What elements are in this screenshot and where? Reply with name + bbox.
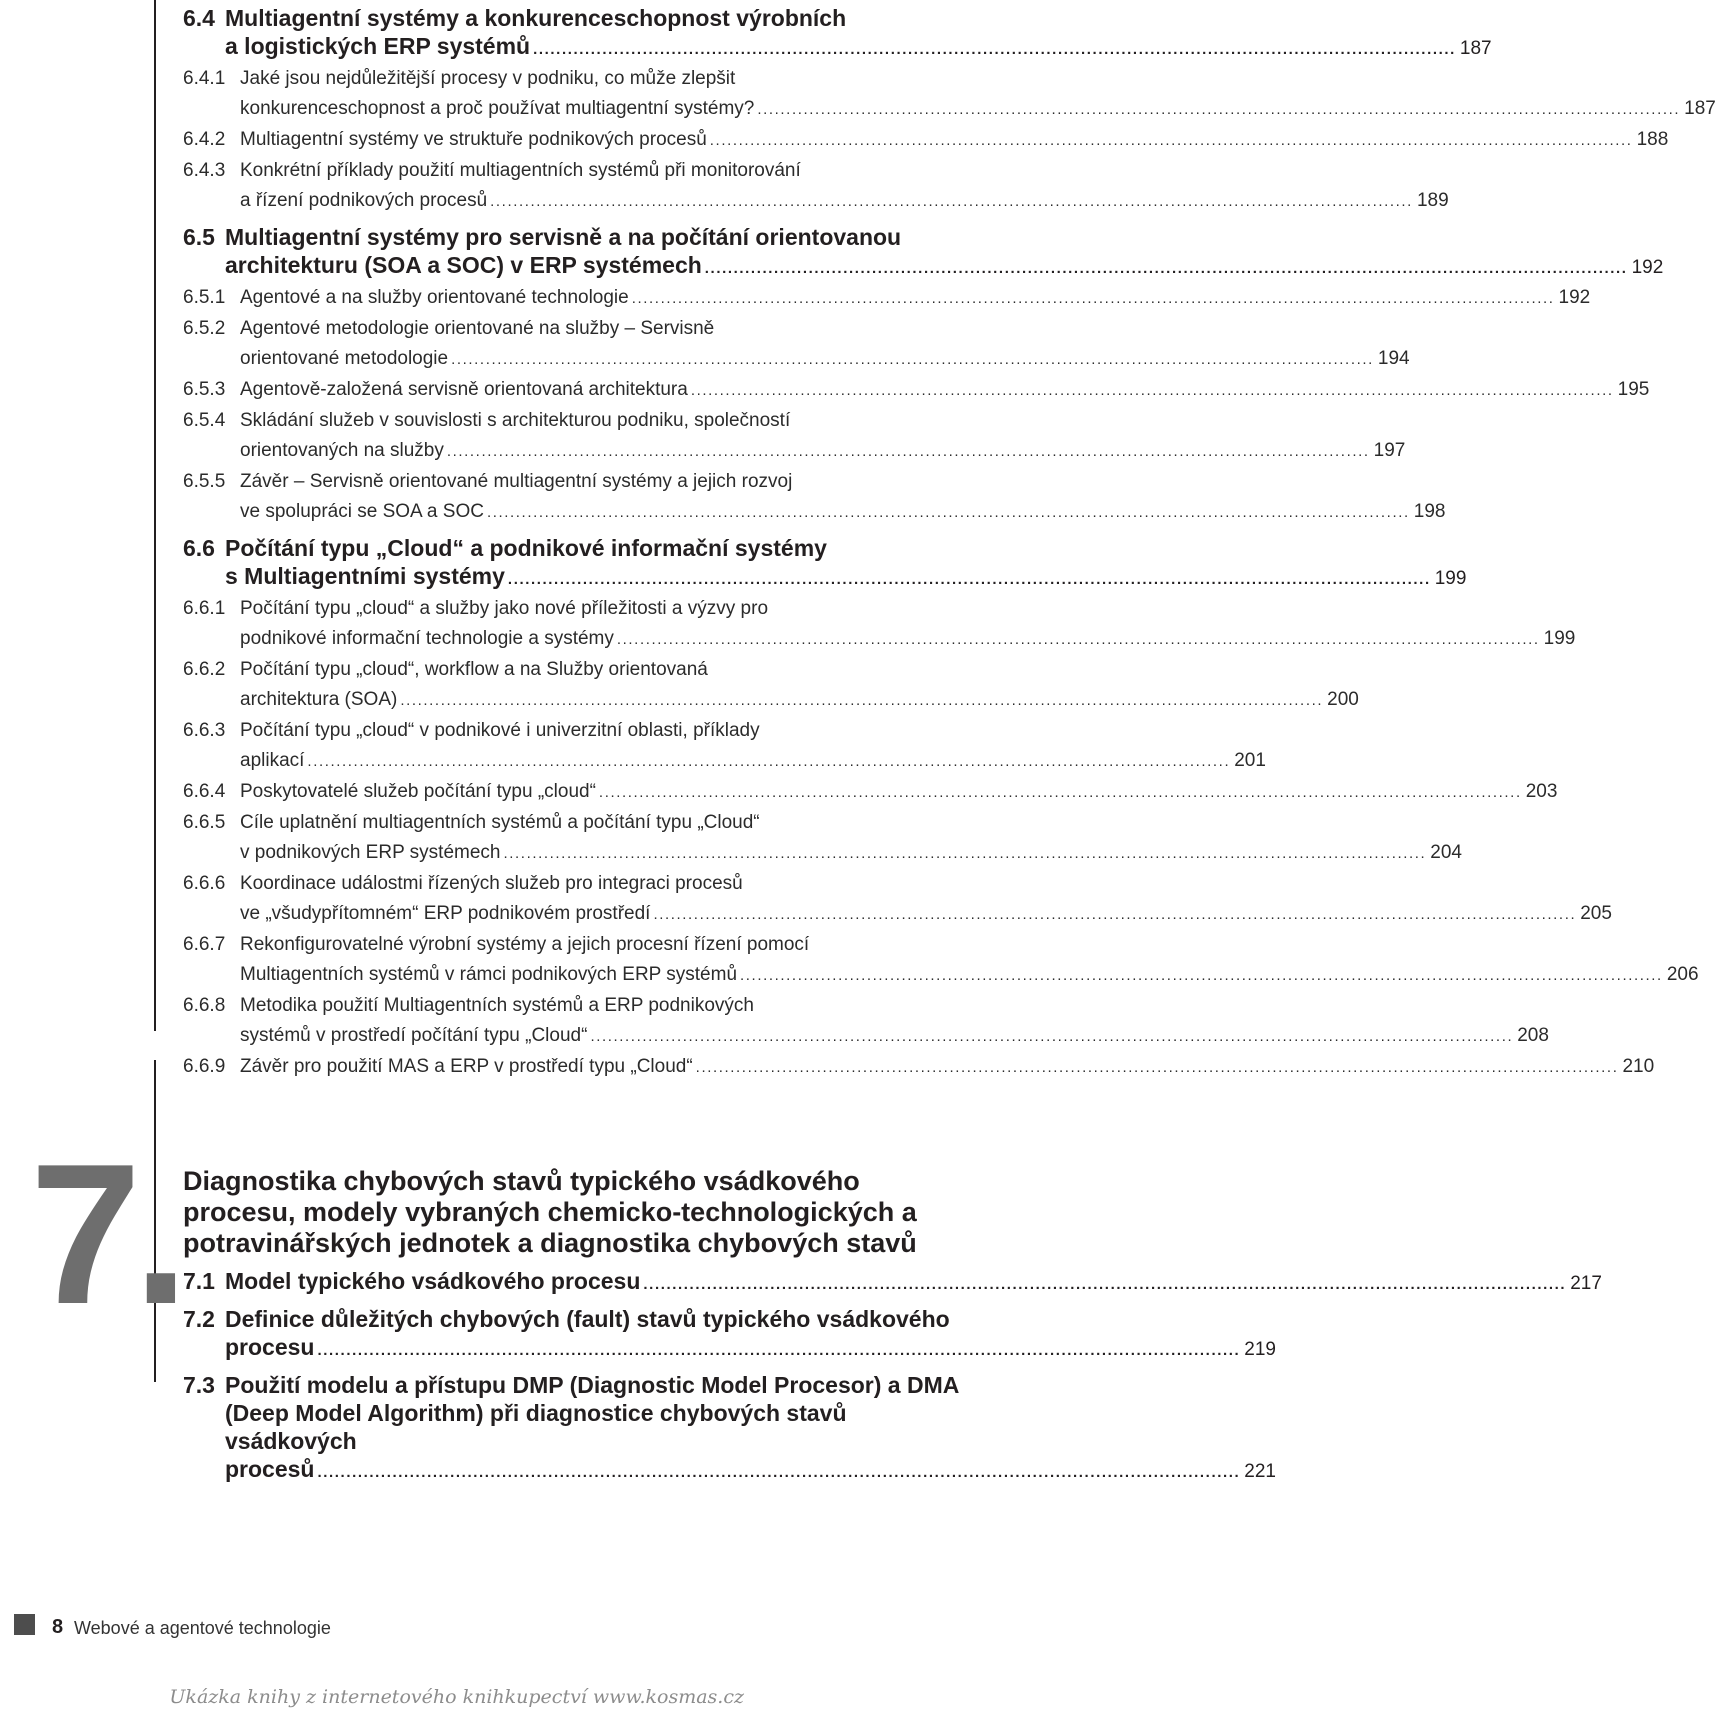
toc-entry-body	[240, 156, 1449, 217]
toc-page-number: 208	[1517, 1025, 1549, 1046]
toc-entry-title-line: systémů v prostředí počítání typu „Cloud“	[240, 1025, 588, 1046]
toc-entry-number: 6.6	[183, 535, 215, 561]
toc-subsection-entry[interactable]	[183, 594, 1576, 655]
toc-entry-body	[240, 594, 1576, 655]
toc-entry-body	[240, 1052, 1655, 1083]
toc-entry-body	[225, 1305, 1276, 1365]
toc-entry-title-line: architekturu (SOA a SOC) v ERP systémech	[225, 252, 702, 278]
toc-entry-title-line: Závěr – Servisně orientované multiagentní systémy a jejich rozvoj	[240, 471, 793, 492]
toc-entry-title-line: (Deep Model Algorithm) při diagnostice chybových stavů vsádkových	[225, 1400, 847, 1454]
toc-entry-title-line: Koordinace událostmi řízených služeb pro integraci procesů	[240, 873, 743, 894]
toc-entry-title-line: procesu	[225, 1334, 315, 1360]
toc-entry-title-line: Cíle uplatnění multiagentních systémů a počítání typu „Cloud“	[240, 812, 760, 833]
toc-section-entry[interactable]	[183, 1267, 1602, 1299]
dot-leader: ................................................................................................................................................................	[446, 443, 1370, 460]
toc-entry-leader-line	[225, 562, 1467, 594]
toc-entry-number: 6.4.1	[183, 68, 226, 89]
toc-entry-leader-line	[225, 1267, 1602, 1299]
dot-leader: ................................................................................................................................................................	[317, 1342, 1241, 1359]
toc-entry-number: 6.4.2	[183, 129, 226, 150]
dot-leader: ................................................................................................................................................................	[317, 1464, 1241, 1481]
toc-page-number: 217	[1570, 1273, 1602, 1294]
toc-subsection-entry[interactable]	[183, 283, 1591, 314]
toc-entry-title-line: procesů	[225, 1456, 315, 1482]
toc-page-number: 203	[1525, 781, 1558, 802]
toc-entry-title-line: v podnikových ERP systémech	[240, 842, 501, 863]
toc-entry-number: 6.5.3	[183, 379, 226, 400]
toc-entry-title-line: Agentové a na služby orientované technologie	[240, 287, 629, 308]
toc-page-number: 187	[1459, 38, 1492, 59]
toc-entry-body	[240, 777, 1558, 808]
toc-entry-leader-line	[240, 344, 1410, 375]
toc-entry-title-line: ve „všudypřítomném“ ERP podnikovém prostředí	[240, 903, 651, 924]
toc-subsection-entry[interactable]	[183, 125, 1669, 156]
toc-entry-title-line: Multiagentní systémy pro servisně a na počítání orientovanou	[225, 224, 902, 250]
toc-entry-title-line: konkurenceschopnost a proč používat multiagentní systémy?	[240, 98, 755, 119]
toc-entry-number: 7.2	[183, 1306, 215, 1332]
toc-entry-body	[225, 223, 1664, 283]
toc-entry-leader-line	[240, 1052, 1655, 1083]
footer-marker	[14, 1614, 35, 1635]
toc-subsection-entry[interactable]	[183, 869, 1612, 930]
toc-entry-title-line: Jaké jsou nejdůležitější procesy v podniku, co může zlepšit	[240, 68, 736, 89]
toc-entry-title-line: Poskytovatelé služeb počítání typu „cloud“	[240, 781, 596, 802]
toc-page-number: 219	[1244, 1339, 1276, 1360]
toc-page-number: 197	[1373, 440, 1406, 461]
toc-entry-title-line: Počítání typu „cloud“ a služby jako nové příležitosti a výzvy pro	[240, 598, 769, 619]
toc-page-number: 210	[1622, 1056, 1655, 1077]
toc-entry-leader-line	[240, 777, 1558, 808]
toc-entry-title-line: orientované metodologie	[240, 348, 449, 369]
toc-page-number: 206	[1666, 964, 1699, 985]
toc-entry-leader-line	[225, 1455, 1276, 1487]
toc-entry-title-line: Multiagentní systémy ve struktuře podnikových procesů	[240, 129, 707, 150]
toc-entry-number: 6.6.5	[183, 812, 226, 833]
dot-leader: ................................................................................................................................................................	[709, 132, 1633, 149]
toc-entry-number: 7.3	[183, 1372, 215, 1398]
toc-entry-number: 6.5.4	[183, 410, 226, 431]
toc-entry-title-line: Počítání typu „Cloud“ a podnikové informační systémy	[225, 535, 827, 561]
toc-subsection-entry[interactable]	[183, 375, 1650, 406]
toc-page-number: 221	[1244, 1461, 1276, 1482]
toc-entry-number: 6.4.3	[183, 160, 226, 181]
toc-entry-leader-line	[240, 125, 1669, 156]
toc-entry-leader-line	[225, 1333, 1276, 1365]
toc-list	[183, 4, 1716, 1083]
toc-entry-leader-line	[240, 960, 1699, 991]
toc-page-number: 194	[1377, 348, 1410, 369]
toc-entry-leader-line	[240, 186, 1449, 217]
toc-entry-number: 6.5	[183, 224, 215, 250]
dot-leader: ................................................................................................................................................................	[307, 753, 1231, 770]
toc-entry-body	[225, 1267, 1602, 1299]
toc-subsection-entry[interactable]	[183, 777, 1558, 808]
toc-entry-title-line: aplikací	[240, 750, 305, 771]
toc-entry-title-line: Skládání služeb v souvislosti s architekturou podniku, společností	[240, 410, 791, 431]
toc-entry-title-line: a řízení podnikových procesů	[240, 190, 488, 211]
toc-page-number: 192	[1558, 287, 1591, 308]
toc-section-entry[interactable]	[183, 1371, 1276, 1487]
margin-rule-top	[154, 0, 156, 1031]
footer-page-number: 8	[52, 1616, 64, 1638]
toc-subsection-entry[interactable]	[183, 930, 1699, 991]
dot-leader: ................................................................................................................................................................	[695, 1059, 1619, 1076]
toc-entry-number: 6.6.8	[183, 995, 226, 1016]
toc-entry-body	[240, 808, 1462, 869]
toc-entry-number: 6.5.1	[183, 287, 226, 308]
toc-entry-title-line: Agentově-založená servisně orientovaná architektura	[240, 379, 688, 400]
toc-page-number: 192	[1631, 257, 1664, 278]
toc-entry-title-line: Metodika použití Multiagentních systémů a ERP podnikových	[240, 995, 754, 1016]
dot-leader: ................................................................................................................................................................	[598, 784, 1522, 801]
toc-subsection-entry[interactable]	[183, 1052, 1655, 1083]
toc-subsection-entry[interactable]	[183, 406, 1406, 467]
toc-subsection-entry[interactable]	[183, 156, 1449, 217]
chapter-block	[183, 1166, 1602, 1487]
toc-section-entry[interactable]	[183, 223, 1664, 283]
dot-leader: ................................................................................................................................................................	[616, 631, 1540, 648]
toc-entry-leader-line	[240, 283, 1591, 314]
toc-entry-number: 6.6.6	[183, 873, 226, 894]
toc-entry-title-line: Rekonfigurovatelné výrobní systémy a jejich procesní řízení pomocí	[240, 934, 810, 955]
toc-entry-body	[240, 406, 1406, 467]
dot-leader: ................................................................................................................................................................	[400, 692, 1324, 709]
toc-entry-number: 6.6.4	[183, 781, 226, 802]
dot-leader: ................................................................................................................................................................	[507, 571, 1431, 588]
dot-leader: ................................................................................................................................................................	[740, 967, 1663, 984]
toc-entry-number: 6.5.5	[183, 471, 226, 492]
toc-entry-body	[240, 930, 1699, 991]
dot-leader: ................................................................................................................................................................	[503, 845, 1427, 862]
toc-entry-body	[240, 655, 1359, 716]
dot-leader: ................................................................................................................................................................	[757, 101, 1681, 118]
toc-entry-body	[225, 4, 1492, 64]
toc-entry-title-line: Model typického vsádkového procesu	[225, 1268, 641, 1294]
toc-entry-title-line: Konkrétní příklady použití multiagentních systémů při monitorování	[240, 160, 801, 181]
toc-page-number: 188	[1636, 129, 1669, 150]
dot-leader: ................................................................................................................................................................	[490, 193, 1413, 210]
toc-entry-number: 6.6.1	[183, 598, 226, 619]
dot-leader: ................................................................................................................................................................	[690, 382, 1614, 399]
toc-entry-body	[240, 716, 1266, 777]
toc-entry-number: 6.4	[183, 5, 215, 31]
toc-entry-title-line: a logistických ERP systémů	[225, 33, 531, 59]
toc-entry-body	[240, 467, 1446, 528]
dot-leader: ................................................................................................................................................................	[451, 351, 1374, 368]
toc-entry-leader-line	[240, 375, 1650, 406]
toc-page-number: 199	[1434, 568, 1467, 589]
toc-section-entry[interactable]	[183, 534, 1467, 594]
toc-entry-leader-line	[240, 838, 1462, 869]
toc-subsection-entry[interactable]	[183, 64, 1716, 125]
toc-entry-body	[240, 125, 1669, 156]
toc-section-entry[interactable]	[183, 4, 1492, 64]
watermark-text: Ukázka knihy z internetového knihkupectví www.kosmas.cz	[169, 1686, 744, 1708]
toc-entry-leader-line	[225, 32, 1492, 64]
toc-entry-title-line: Agentové metodologie orientované na služby – Servisně	[240, 318, 715, 339]
toc-page-number: 204	[1430, 842, 1462, 863]
toc-entry-title-line: Multiagentních systémů v rámci podnikových ERP systémů	[240, 964, 738, 985]
toc-entry-number: 6.6.7	[183, 934, 226, 955]
toc-entry-number: 6.6.2	[183, 659, 226, 680]
chapter-title: Diagnostika chybových stavů typického vsádkového procesu, modely vybraných chemicko-technologických a potravinářských jednotek a diagnostika chybových stavů	[183, 1166, 917, 1258]
dot-leader: ................................................................................................................................................................	[643, 1276, 1567, 1293]
toc-subsection-entry[interactable]	[183, 808, 1462, 869]
toc-entry-title-line: Definice důležitých chybových (fault) stavů typického vsádkového	[225, 1306, 950, 1332]
toc-entry-body	[240, 869, 1612, 930]
toc-entry-leader-line	[240, 1021, 1549, 1052]
toc-subsection-entry[interactable]	[183, 655, 1359, 716]
chapter-toc-list	[183, 1267, 1602, 1487]
toc-page-number: 200	[1327, 689, 1359, 710]
toc-page-number: 189	[1416, 190, 1449, 211]
toc-entry-leader-line	[240, 624, 1576, 655]
toc-subsection-entry[interactable]	[183, 716, 1266, 777]
toc-entry-number: 6.6.3	[183, 720, 226, 741]
toc-entry-title-line: Použití modelu a přístupu DMP (Diagnostic Model Procesor) a DMA	[225, 1372, 960, 1398]
toc-entry-title-line: Multiagentní systémy a konkurenceschopnost výrobních	[225, 5, 847, 31]
dot-leader: ................................................................................................................................................................	[486, 504, 1410, 521]
toc-entry-leader-line	[240, 746, 1266, 777]
dot-leader: ................................................................................................................................................................	[590, 1028, 1514, 1045]
toc-page-number: 195	[1617, 379, 1650, 400]
toc-entry-title-line: architektura (SOA)	[240, 689, 398, 710]
chapter-number: 7.	[30, 1123, 181, 1346]
toc-subsection-entry[interactable]	[183, 467, 1446, 528]
toc-entry-leader-line	[240, 436, 1406, 467]
toc-page-number: 198	[1413, 501, 1446, 522]
toc-subsection-entry[interactable]	[183, 991, 1549, 1052]
toc-page-number: 187	[1684, 98, 1716, 119]
dot-leader: ................................................................................................................................................................	[653, 906, 1577, 923]
toc-entry-body	[225, 534, 1467, 594]
toc-entry-title-line: orientovaných na služby	[240, 440, 444, 461]
toc-page-number: 201	[1234, 750, 1266, 771]
toc-entry-title-line: Závěr pro použití MAS a ERP v prostředí typu „Cloud“	[240, 1056, 693, 1077]
toc-entry-leader-line	[240, 94, 1716, 125]
toc-entry-title-line: Počítání typu „cloud“ v podnikové i univerzitní oblasti, příklady	[240, 720, 760, 741]
toc-entry-title-line: Počítání typu „cloud“, workflow a na Služby orientovaná	[240, 659, 708, 680]
toc-entry-leader-line	[240, 899, 1612, 930]
toc-entry-title-line: ve spolupráci se SOA a SOC	[240, 501, 484, 522]
toc-section-entry[interactable]	[183, 1305, 1276, 1365]
toc-entry-body	[240, 991, 1549, 1052]
toc-subsection-entry[interactable]	[183, 314, 1410, 375]
footer-book-title: Webové a agentové technologie	[74, 1618, 331, 1638]
toc-entry-body	[240, 314, 1410, 375]
toc-entry-body	[240, 375, 1650, 406]
toc-entry-leader-line	[240, 497, 1446, 528]
toc-entry-body	[240, 64, 1716, 125]
toc-entry-body	[240, 283, 1591, 314]
toc-entry-leader-line	[240, 685, 1359, 716]
toc-entry-number: 6.6.9	[183, 1056, 226, 1077]
dot-leader: ................................................................................................................................................................	[533, 41, 1456, 58]
dot-leader: ................................................................................................................................................................	[704, 260, 1628, 277]
toc-entry-title-line: s Multiagentními systémy	[225, 563, 505, 589]
toc-page-number: 199	[1543, 628, 1576, 649]
dot-leader: ................................................................................................................................................................	[631, 290, 1555, 307]
toc-entry-body	[225, 1371, 1276, 1487]
toc-page-number: 205	[1580, 903, 1612, 924]
toc-entry-title-line: podnikové informační technologie a systémy	[240, 628, 614, 649]
toc-entry-number: 7.1	[183, 1268, 215, 1294]
toc-entry-number: 6.5.2	[183, 318, 226, 339]
toc-entry-leader-line	[225, 251, 1664, 283]
